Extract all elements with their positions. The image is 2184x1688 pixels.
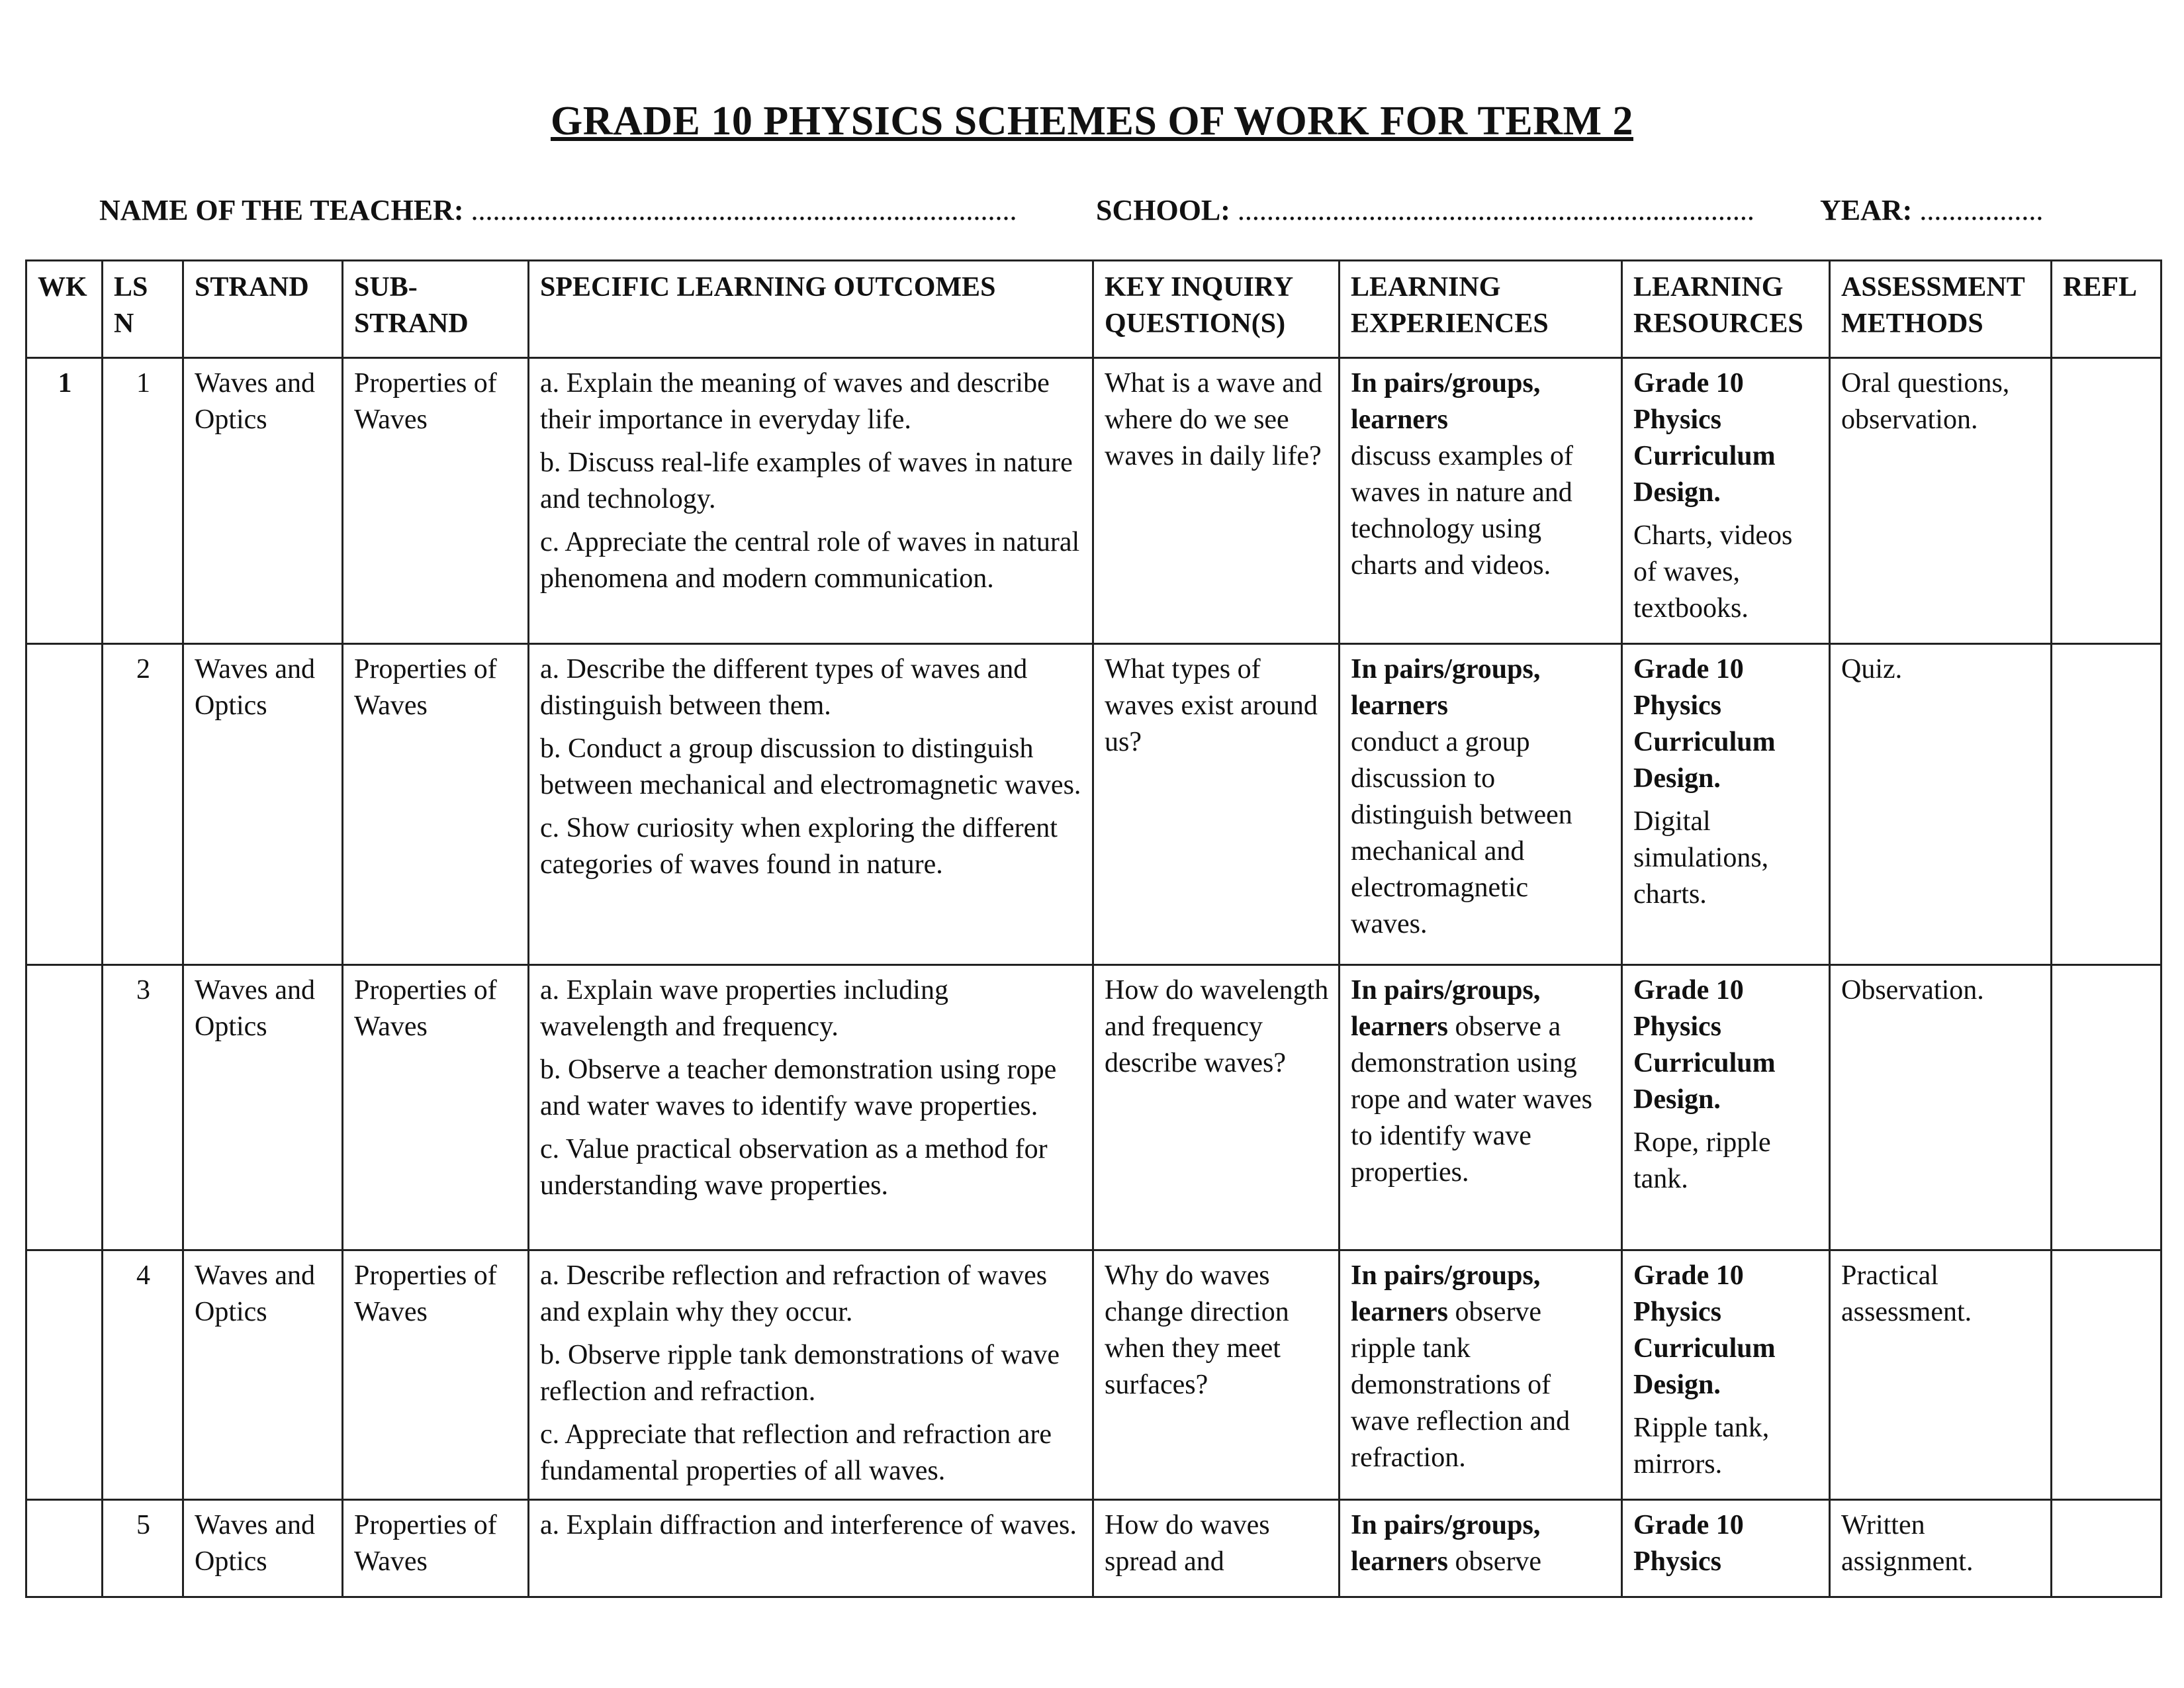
experience-text: conduct a group discussion to distinguish between mechanical and electromagnetic waves.	[1351, 727, 1572, 939]
cell-strand: Waves and Optics	[183, 965, 343, 1250]
cell-experiences	[1340, 358, 1622, 644]
cell-sub-strand: Properties of Waves	[343, 644, 529, 965]
cell-experiences	[1340, 1500, 1622, 1597]
cell-reflection[interactable]	[2052, 965, 2161, 1250]
outcome-item: b. Observe ripple tank demonstrations of wave reflection and refraction.	[540, 1340, 1060, 1407]
header-lsn-line1: LS	[114, 272, 148, 303]
experience-lead: In pairs/groups, learners	[1351, 1510, 1541, 1577]
header-le-line2: EXPERIENCES	[1351, 308, 1549, 339]
table-header-row	[26, 261, 2161, 358]
cell-reflection[interactable]	[2052, 358, 2161, 644]
cell-outcomes	[529, 644, 1093, 965]
outcome-item: c. Appreciate the central role of waves in natural phenomena and modern communication.	[540, 527, 1080, 594]
outcome-item: a. Describe reflection and refraction of waves and explain why they occur.	[540, 1260, 1048, 1327]
experience-text: observe ripple tank demonstrations of wave reflection and refraction.	[1351, 1297, 1570, 1473]
scheme-of-work-table	[25, 259, 2162, 1598]
outcome-item: a. Explain wave properties including wavelength and frequency.	[540, 975, 948, 1042]
resource-text: Digital simulations, charts.	[1633, 806, 1769, 910]
cell-strand: Waves and Optics	[183, 1500, 343, 1597]
outcome-item: c. Appreciate that reflection and refraction are fundamental properties of all waves.	[540, 1419, 1052, 1486]
resource-lead: Grade 10 Physics	[1633, 1510, 1744, 1577]
cell-inquiry: Why do waves change direction when they meet surfaces?	[1093, 1250, 1340, 1500]
cell-assessment: Oral questions, observation.	[1830, 358, 2052, 644]
resource-lead: Grade 10 Physics Curriculum Design.	[1633, 1260, 1776, 1400]
cell-sub-strand: Properties of Waves	[343, 1500, 529, 1597]
outcome-item: a. Describe the different types of waves and distinguish between them.	[540, 654, 1028, 721]
school-label: SCHOOL:	[1096, 194, 1230, 226]
experience-lead: In pairs/groups, learners	[1351, 368, 1541, 435]
resource-text: Charts, videos of waves, textbooks.	[1633, 520, 1793, 624]
header-lr-line1: LEARNING	[1633, 272, 1784, 303]
outcome-item: b. Discuss real-life examples of waves in nature and technology.	[540, 447, 1073, 514]
cell-resources	[1622, 644, 1830, 965]
cell-wk	[26, 644, 103, 965]
header-inquiry	[1093, 261, 1340, 358]
cell-experiences	[1340, 644, 1622, 965]
header-assessment	[1830, 261, 2052, 358]
table-row	[26, 965, 2161, 1250]
outcome-item: b. Observe a teacher demonstration using rope and water waves to identify wave properties.	[540, 1055, 1057, 1121]
resource-lead: Grade 10 Physics Curriculum Design.	[1633, 975, 1776, 1115]
school-blank: .......................................................................	[1237, 194, 1754, 226]
cell-strand: Waves and Optics	[183, 1250, 343, 1500]
header-wk: WK	[26, 261, 103, 358]
cell-resources	[1622, 358, 1830, 644]
header-outcomes: SPECIFIC LEARNING OUTCOMES	[529, 261, 1093, 358]
cell-inquiry: How do waves spread and	[1093, 1500, 1340, 1597]
cell-assessment: Practical assessment.	[1830, 1250, 2052, 1500]
header-lr-line2: RESOURCES	[1633, 308, 1803, 339]
outcome-item: a. Explain the meaning of waves and describe their importance in everyday life.	[540, 368, 1050, 435]
header-kiq-line1: KEY INQUIRY	[1105, 272, 1294, 303]
teacher-name-line	[99, 193, 1017, 227]
header-sub-line2: STRAND	[354, 308, 469, 339]
cell-lsn: 3	[103, 965, 183, 1250]
cell-lsn: 2	[103, 644, 183, 965]
school-line	[1096, 193, 1754, 227]
header-sub-strand	[343, 261, 529, 358]
cell-resources	[1622, 1500, 1830, 1597]
experience-lead: In pairs/groups, learners	[1351, 1260, 1541, 1327]
table-row	[26, 1500, 2161, 1597]
teacher-name-label: NAME OF THE TEACHER:	[99, 194, 464, 226]
cell-resources	[1622, 1250, 1830, 1500]
experience-text: observe	[1455, 1546, 1542, 1577]
outcome-item: c. Value practical observation as a method for understanding wave properties.	[540, 1134, 1048, 1201]
cell-lsn: 5	[103, 1500, 183, 1597]
cell-resources	[1622, 965, 1830, 1250]
outcome-item: b. Conduct a group discussion to distinguish between mechanical and electromagnetic waves.	[540, 733, 1081, 800]
header-lsn	[103, 261, 183, 358]
header-sub-line1: SUB-	[354, 272, 418, 303]
experience-text: discuss examples of waves in nature and technology using charts and videos.	[1351, 441, 1573, 581]
resource-lead: Grade 10 Physics Curriculum Design.	[1633, 368, 1776, 508]
page-title: GRADE 10 PHYSICS SCHEMES OF WORK FOR TERM 2	[551, 99, 1633, 144]
header-kiq-line2: QUESTION(S)	[1105, 308, 1286, 339]
resource-lead: Grade 10 Physics Curriculum Design.	[1633, 654, 1776, 794]
header-resources	[1622, 261, 1830, 358]
cell-inquiry: How do wavelength and frequency describe waves?	[1093, 965, 1340, 1250]
cell-sub-strand: Properties of Waves	[343, 358, 529, 644]
header-reflection: REFL	[2052, 261, 2161, 358]
header-experiences	[1340, 261, 1622, 358]
outcome-item: a. Explain diffraction and interference of waves.	[540, 1510, 1077, 1540]
header-strand: STRAND	[183, 261, 343, 358]
cell-assessment: Quiz.	[1830, 644, 2052, 965]
cell-sub-strand: Properties of Waves	[343, 965, 529, 1250]
cell-experiences	[1340, 965, 1622, 1250]
cell-wk	[26, 965, 103, 1250]
cell-wk	[26, 1250, 103, 1500]
cell-wk	[26, 1500, 103, 1597]
experience-lead: In pairs/groups, learners	[1351, 654, 1541, 721]
cell-strand: Waves and Optics	[183, 644, 343, 965]
cell-experiences	[1340, 1250, 1622, 1500]
experience-text: observe a demonstration using rope and water waves to identify wave properties.	[1351, 1011, 1592, 1188]
experience-lead: In pairs/groups, learners	[1351, 975, 1541, 1042]
year-label: YEAR:	[1820, 194, 1913, 226]
header-am-line2: METHODS	[1841, 308, 1983, 339]
header-lsn-line2: N	[114, 308, 134, 339]
table-row	[26, 1250, 2161, 1500]
cell-sub-strand: Properties of Waves	[343, 1250, 529, 1500]
cell-reflection[interactable]	[2052, 644, 2161, 965]
cell-outcomes	[529, 965, 1093, 1250]
cell-reflection[interactable]	[2052, 1250, 2161, 1500]
cell-lsn: 1	[103, 358, 183, 644]
cell-strand: Waves and Optics	[183, 358, 343, 644]
cell-inquiry: What types of waves exist around us?	[1093, 644, 1340, 965]
cell-reflection[interactable]	[2052, 1500, 2161, 1597]
header-le-line1: LEARNING	[1351, 272, 1501, 303]
cell-lsn: 4	[103, 1250, 183, 1500]
teacher-name-blank: ...........................................................................	[471, 194, 1017, 226]
outcome-item: c. Show curiosity when exploring the different categories of waves found in nature.	[540, 813, 1058, 880]
cell-wk: 1	[26, 358, 103, 644]
cell-outcomes	[529, 1500, 1093, 1597]
cell-assessment: Written assignment.	[1830, 1500, 2052, 1597]
table-row	[26, 358, 2161, 644]
table-row	[26, 644, 2161, 965]
cell-outcomes	[529, 358, 1093, 644]
resource-text: Ripple tank, mirrors.	[1633, 1413, 1770, 1479]
year-blank: .................	[1919, 194, 2044, 226]
cell-inquiry: What is a wave and where do we see waves in daily life?	[1093, 358, 1340, 644]
cell-assessment: Observation.	[1830, 965, 2052, 1250]
cell-outcomes	[529, 1250, 1093, 1500]
resource-text: Rope, ripple tank.	[1633, 1127, 1771, 1194]
year-line	[1820, 193, 2043, 227]
header-am-line1: ASSESSMENT	[1841, 272, 2025, 303]
